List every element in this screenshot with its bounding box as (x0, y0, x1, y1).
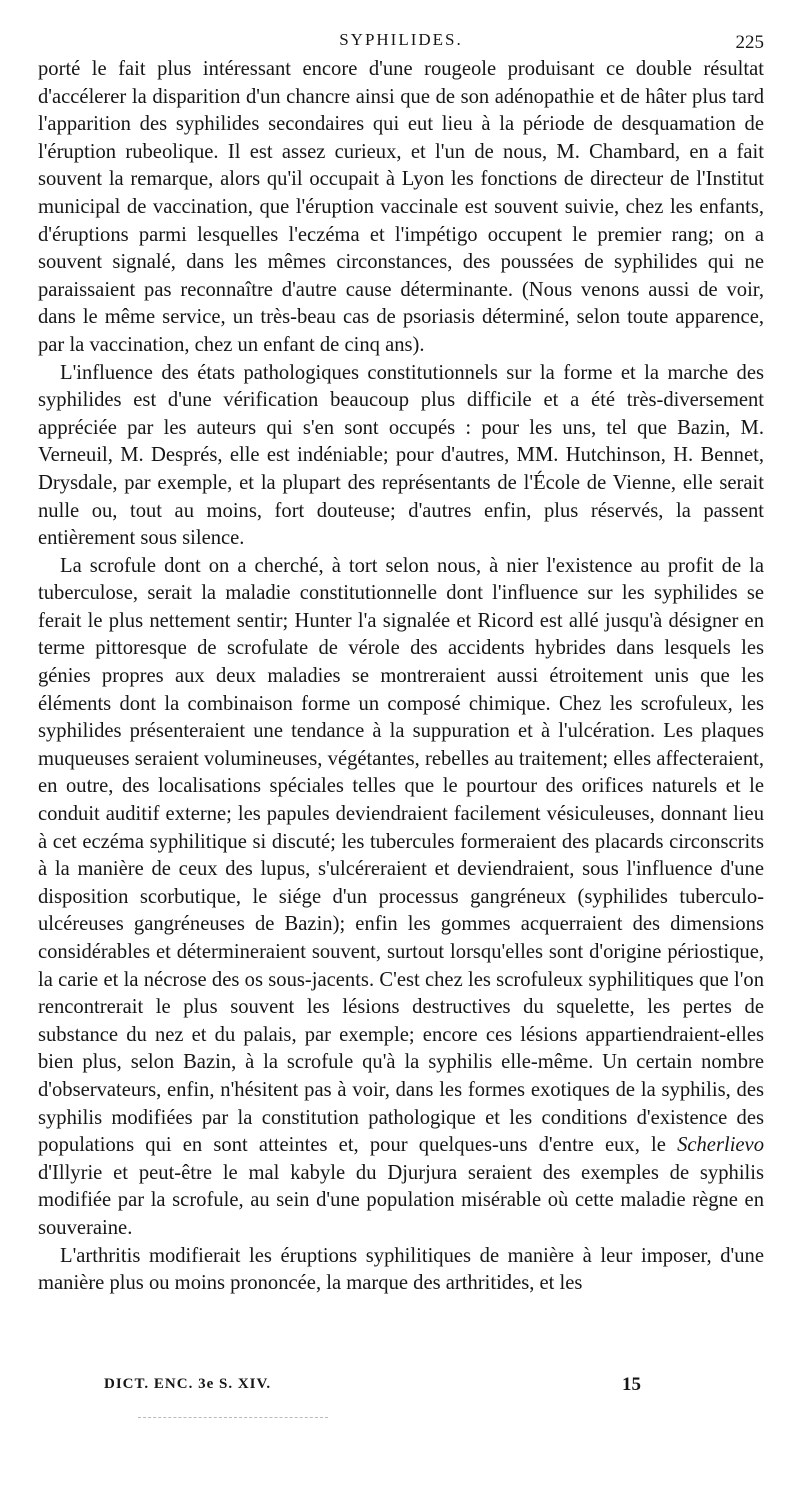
running-title: SYPHILIDES. (339, 30, 463, 49)
paragraph-continuation: porté le fait plus intéressant encore d'une rougeole produisant ce double résultat d'accélerer la disparition d'un chancre ainsi que de son adénopathie et de hâter plus tard l'apparition des syphilides secondaires qui eut lieu à la période de desquamation de l'éruption rubeolique. Il est assez curieux, et l'un de nous, M. Chambard, en a fait souvent la remarque, alors qu'il occupait à Lyon les fonctions de directeur de l'Institut municipal de vaccination, que l'éruption vaccinale est souvent suivie, chez les enfants, d'éruptions parmi lesquelles l'eczéma et l'impétigo occupent le premier rang; on a souvent signalé, dans les mêmes circonstances, des poussées de syphilides qui ne paraissaient pas reconnaître d'autre cause déterminante. (Nous venons aussi de voir, dans le même service, un très-beau cas de psoriasis déterminé, selon toute apparence, par la vaccination, chez un enfant de cinq ans). (38, 58, 764, 356)
body-text (38, 56, 764, 1298)
bottom-rule-decoration (138, 1417, 328, 1418)
signature-mark: DICT. ENC. 3e S. XIV. (104, 1376, 272, 1392)
paragraph-etats-pathologiques: L'influence des états pathologiques constitutionnels sur la forme et la marche des syphilides est d'une vérification beaucoup plus difficile et a été très-diversement appréciée par les auteurs qui s'en sont occupés : pour les uns, tel que Bazin, M. Verneuil, M. Després, elle est indéniable; pour d'autres, MM. Hutchinson, H. Bennet, Drysdale, par exemple, et la plupart des représentants de l'École de Vienne, elle serait nulle ou, tout au moins, fort douteuse; d'autres enfin, plus réservés, la passent entièrement sous silence. (38, 361, 764, 550)
document-page (38, 30, 764, 1470)
scrofule-text-part-2: d'Illyrie et peut-être le mal kabyle du Djurjura seraient des exemples de syphilis modifiée par la scrofule, au sein d'une population misérable où cette maladie règne en souveraine. (38, 1161, 764, 1239)
page-number: 225 (735, 32, 764, 53)
paragraph-arthritis: L'arthritis modifierait les éruptions syphilitiques de manière à leur imposer, d'une manière plus ou moins prononcée, la marque des arthritides, et les (38, 1244, 764, 1295)
scrofule-text-part-1: La scrofule dont on a cherché, à tort selon nous, à nier l'existence au profit de la tuberculose, serait la maladie constitutionnelle dont l'influence sur les syphilides se ferait le plus nettement sentir; Hunter l'a signalée et Ricord est allé jusqu'à désigner en terme pittoresque de scrofulate de vérole des accidents hybrides dans lesquels les génies propres aux deux maladies se montreraient aussi étroitement unis que les éléments dont la combinaison forme un composé chimique. Chez les scrofuleux, les syphilides présenteraient une tendance à la suppuration et à l'ulcération. Les plaques muqueuses seraient volumineuses, végétantes, rebelles au traitement; elles affecteraient, en outre, des localisations spéciales telles que le pourtour des orifices naturels et le conduit auditif externe; les papules deviendraient facilement vésiculeuses, donnant lieu à cet eczéma syphilitique si discuté; les tubercules formeraient des placards circonscrits à la manière de ceux des lupus, s'ulcéreraient et deviendraient, sous l'influence d'une disposition scorbutique, le siége d'un processus gangréneux (syphilides tuberculo-ulcéreuses gangréneuses de Bazin); enfin les gommes acquerraient des dimensions considérables et détermineraient souvent, surtout lorsqu'elles sont d'origine périostique, la carie et la nécrose des os sous-jacents. C'est chez les scrofuleux syphilitiques que l'on rencontrerait le plus souvent les lésions destructives du squelette, les pertes de substance du nez et du palais, par exemple; encore ces lésions appartiendraient-elles bien plus, selon Bazin, à la scrofule qu'à la syphilis elle-même. Un certain nombre d'observateurs, enfin, n'hésitent pas à voir, dans les formes exotiques de la syphilis, des syphilis modifiées par la constitution pathologique et les conditions d'existence des populations qui en sont atteintes et, pour quelques-uns d'entre eux, le (38, 554, 764, 1157)
page-footer (38, 1376, 764, 1400)
sheet-number: 15 (622, 1374, 641, 1395)
paragraph-scrofule (38, 553, 764, 1243)
running-header (38, 30, 764, 56)
scherlievo-term: Scherlievo (677, 1134, 764, 1157)
